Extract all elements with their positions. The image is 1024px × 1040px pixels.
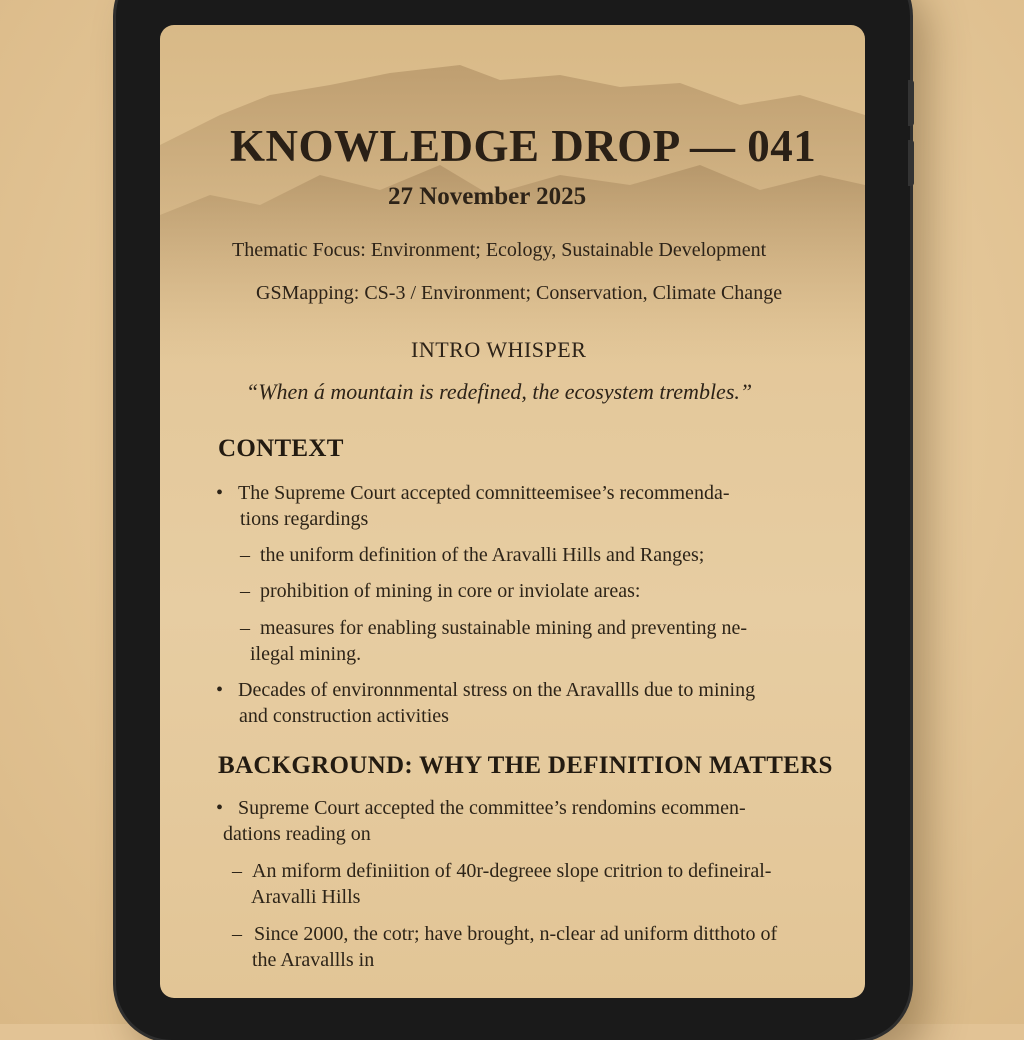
bullet-marker: • [216,679,224,701]
context-bullet-2: Decades of environnmental stress on the Aravallls due to mining [238,679,756,701]
background-bullet-1: Supreme Court accepted the committee’s rendomins ecommen- [238,797,746,819]
context-bullet-1-continued: tions regardings [240,508,369,530]
volume-button [908,140,914,186]
context-sub-2: prohibition of mining in core or inviolate areas: [260,580,641,602]
background-sub-1-continued: Aravalli Hills [251,886,361,908]
background-heading: BACKGROUND: WHY THE DEFINITION MATTERS [218,752,833,779]
context-sub-1: the uniform definition of the Aravalli Hills and Ranges; [260,544,705,566]
background-sub-2: Since 2000, the cotr; have brought, n-clear ad uniform ditthoto of [254,923,778,945]
background-sub-1: An miform definiition of 40r-degreee slope critrion to defineiral- [252,860,772,882]
document-date: 27 November 2025 [388,183,587,210]
intro-heading: INTRO WHISPER [411,337,587,362]
dash-marker: – [232,923,242,945]
dash-marker: – [240,580,250,602]
context-heading: CONTEXT [218,435,344,462]
context-sub-3-continued: ilegal mining. [250,643,362,665]
bullet-marker: • [216,797,224,819]
context-sub-3: measures for enabling sustainable mining and preventing ne- [260,617,748,639]
gs-mapping: GSMapping: CS-3 / Environment; Conservation, Climate Change [256,282,783,304]
volume-button [908,80,914,126]
dash-marker: – [232,860,242,882]
context-bullet-2-continued: and construction activities [239,705,449,727]
dash-marker: – [240,544,250,566]
background-bullet-1-continued: dations reading on [223,823,371,845]
intro-quote: “When á mountain is redefined, the ecosystem trembles.” [246,379,753,404]
document-title: KNOWLEDGE DROP — 041 [230,121,817,171]
background-sub-2-continued: the Aravallls in [252,949,375,971]
context-bullet-1: The Supreme Court accepted comnitteemisee’s recommenda- [238,482,730,504]
reader-screen[interactable] [160,25,865,998]
thematic-focus: Thematic Focus: Environment; Ecology, Sustainable Development [232,239,767,261]
bullet-marker: • [216,482,224,504]
dash-marker: – [240,617,250,639]
